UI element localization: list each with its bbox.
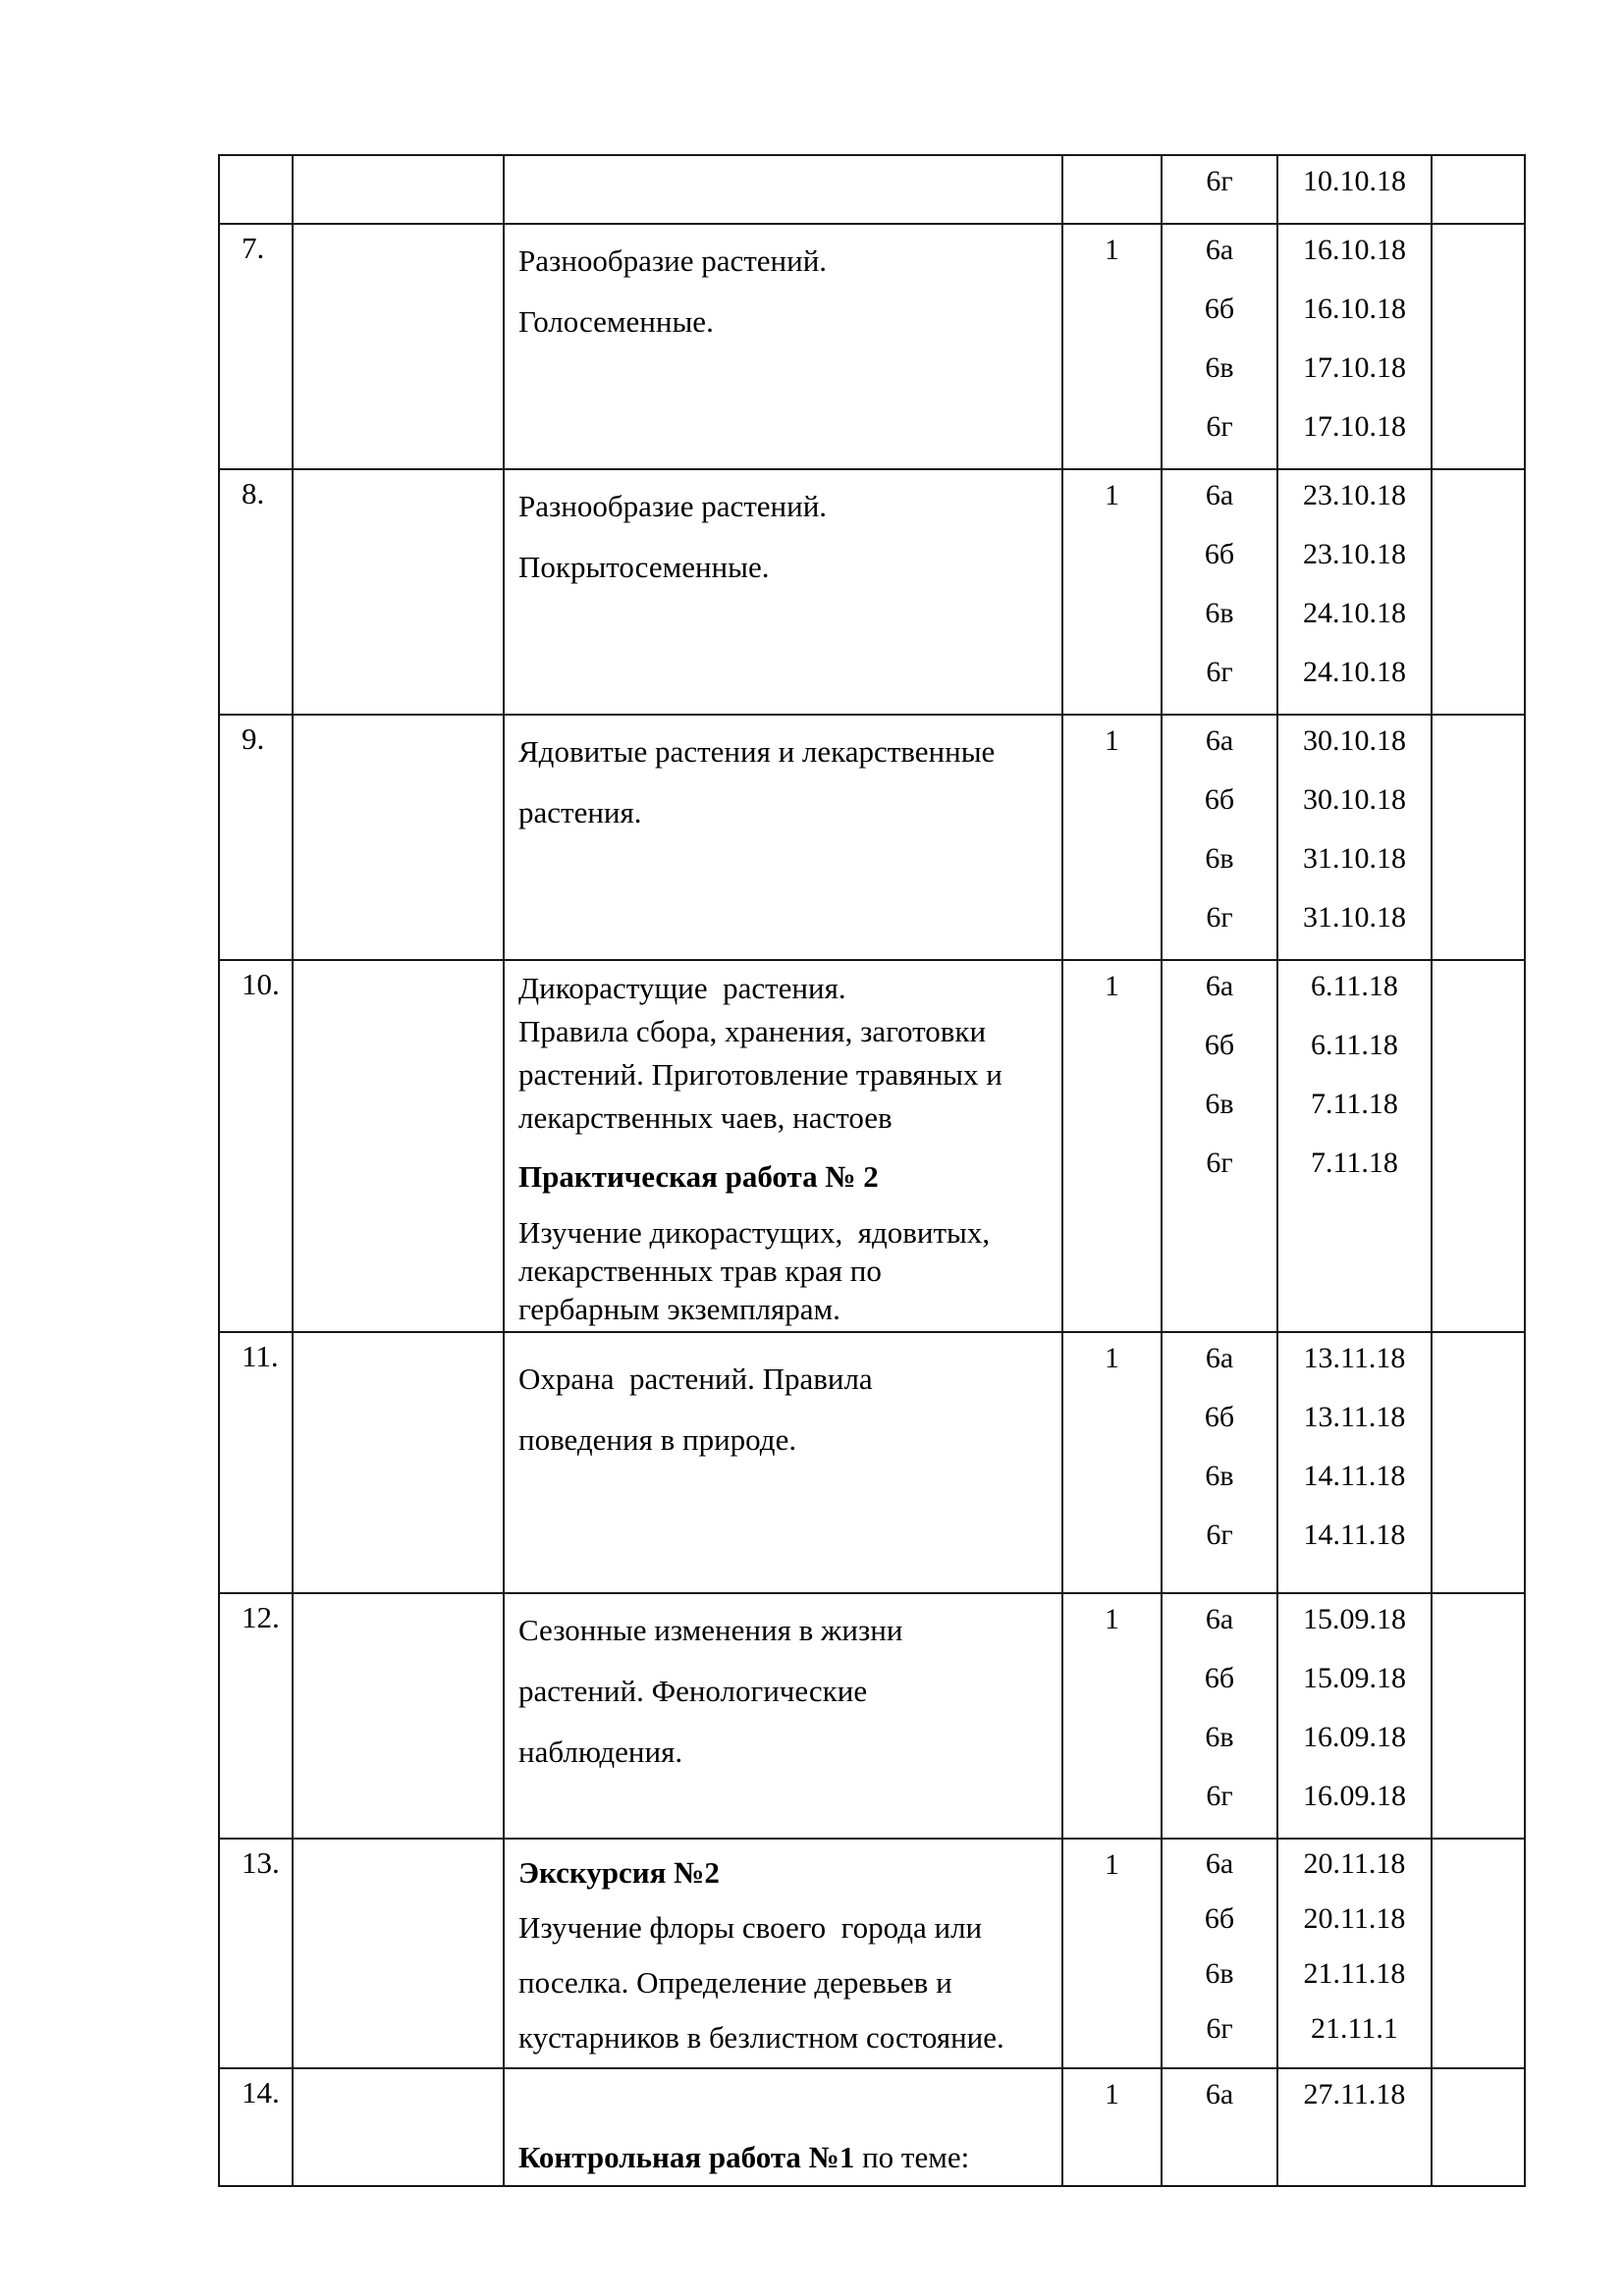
class-label: 6б — [1204, 538, 1235, 570]
class-cell — [1162, 715, 1277, 960]
hours-value: 1 — [1105, 1603, 1119, 1635]
note-cell — [1432, 224, 1525, 469]
class-cell — [1162, 155, 1277, 224]
class-label: 6г — [1206, 410, 1233, 443]
spacer-cell — [293, 960, 504, 1332]
topic-line: Изучение флоры своего города или — [518, 1910, 983, 1945]
date-value: 7.11.18 — [1311, 1147, 1398, 1179]
date-value: 20.11.18 — [1303, 1847, 1406, 1880]
class-cell — [1162, 224, 1277, 469]
class-label: 6а — [1205, 479, 1234, 511]
date-value: 17.10.18 — [1303, 410, 1406, 443]
topic-line: Разнообразие растений. — [518, 243, 828, 278]
class-label: 6а — [1205, 234, 1234, 266]
hours-value: 1 — [1105, 2078, 1119, 2110]
date-value: 16.09.18 — [1303, 1721, 1406, 1753]
class-label: 6г — [1206, 2012, 1233, 2045]
table-row-continuation — [219, 155, 1525, 224]
class-label: 6а — [1205, 1342, 1234, 1374]
practical-work-heading: Практическая работа № 2 — [518, 1159, 879, 1194]
spacer-cell — [293, 155, 504, 224]
class-label: 6а — [1205, 2078, 1234, 2110]
table-row-14 — [219, 2068, 1525, 2186]
hours-cell — [1062, 715, 1162, 960]
class-label: 6а — [1205, 724, 1234, 757]
class-cell — [1162, 1332, 1277, 1593]
topic-cell — [504, 1332, 1062, 1593]
topic-line: Разнообразие растений. — [518, 489, 828, 523]
note-cell — [1432, 155, 1525, 224]
date-value: 16.09.18 — [1303, 1780, 1406, 1812]
hours-cell — [1062, 224, 1162, 469]
topic-cell — [504, 1593, 1062, 1839]
topic-cell — [504, 155, 1062, 224]
table-row-7 — [219, 224, 1525, 469]
control-work-rest: по теме: — [854, 2140, 970, 2174]
date-value: 31.10.18 — [1303, 842, 1406, 875]
date-value: 30.10.18 — [1303, 724, 1406, 757]
spacer-cell — [293, 1332, 504, 1593]
date-cell — [1277, 1593, 1432, 1839]
table-row-9 — [219, 715, 1525, 960]
class-label: 6в — [1205, 1460, 1234, 1492]
topic-cell — [504, 224, 1062, 469]
spacer-cell — [293, 715, 504, 960]
date-value: 14.11.18 — [1303, 1460, 1406, 1492]
date-value: 21.11.1 — [1311, 2012, 1398, 2045]
note-cell — [1432, 715, 1525, 960]
lesson-plan-table — [218, 154, 1526, 2187]
topic-line: растений. Приготовление травяных и — [518, 1057, 1002, 1092]
topic-line: Дикорастущие растения. — [518, 971, 846, 1005]
date-value: 23.10.18 — [1303, 479, 1406, 511]
hours-value: 1 — [1105, 1848, 1119, 1881]
date-cell — [1277, 1332, 1432, 1593]
hours-cell — [1062, 1332, 1162, 1593]
date-cell — [1277, 960, 1432, 1332]
class-label: 6в — [1205, 351, 1234, 384]
hours-cell — [1062, 469, 1162, 715]
class-label: 6а — [1205, 1603, 1234, 1635]
class-label: 6б — [1204, 1902, 1235, 1935]
hours-value: 1 — [1105, 970, 1119, 1002]
class-label: 6б — [1204, 1029, 1235, 1061]
blank-line — [518, 1140, 1054, 1157]
topic-line: кустарников в безлистном состояние. — [518, 2020, 1004, 2055]
blank-line — [518, 1339, 1054, 1349]
control-work-heading: Контрольная работа №1 — [518, 2140, 855, 2174]
date-value: 24.10.18 — [1303, 656, 1406, 688]
class-label: 6г — [1206, 901, 1233, 934]
lesson-number-cell: 9. — [219, 715, 293, 960]
hours-cell — [1062, 2068, 1162, 2186]
topic-line: Голосеменные. — [518, 304, 714, 339]
table-row-8 — [219, 469, 1525, 715]
date-cell — [1277, 1839, 1432, 2068]
lesson-number-cell: 8. — [219, 469, 293, 715]
note-cell — [1432, 1839, 1525, 2068]
hours-value: 1 — [1105, 234, 1119, 266]
class-label: 6б — [1204, 1662, 1235, 1694]
date-value: 13.11.18 — [1303, 1401, 1406, 1433]
spacer-cell — [293, 469, 504, 715]
class-label: 6в — [1205, 1088, 1234, 1120]
class-label: 6б — [1204, 1401, 1235, 1433]
class-label: 6б — [1204, 783, 1235, 816]
topic-cell — [504, 960, 1062, 1332]
note-cell — [1432, 960, 1525, 1332]
lesson-number-cell — [219, 155, 293, 224]
date-value: 27.11.18 — [1303, 2078, 1406, 2110]
lesson-number-cell: 11. — [219, 1332, 293, 1593]
date-value: 13.11.18 — [1303, 1342, 1406, 1374]
topic-cell — [504, 715, 1062, 960]
date-cell — [1277, 155, 1432, 224]
date-value: 23.10.18 — [1303, 538, 1406, 570]
hours-cell — [1062, 155, 1162, 224]
note-cell — [1432, 469, 1525, 715]
class-cell — [1162, 1593, 1277, 1839]
class-label: 6б — [1204, 293, 1235, 325]
date-value: 17.10.18 — [1303, 351, 1406, 384]
topic-line: растений. Фенологические — [518, 1674, 868, 1708]
date-cell — [1277, 469, 1432, 715]
hours-cell — [1062, 1839, 1162, 2068]
class-cell — [1162, 2068, 1277, 2186]
table-row-12 — [219, 1593, 1525, 1839]
class-label: 6а — [1205, 1847, 1234, 1880]
hours-value: 1 — [1105, 1342, 1119, 1374]
control-work-line — [518, 2130, 1054, 2185]
lesson-number-cell: 12. — [219, 1593, 293, 1839]
table-row-13 — [219, 1839, 1525, 2068]
lesson-number-cell: 14. — [219, 2068, 293, 2186]
spacer-cell — [293, 1839, 504, 2068]
class-label: 6г — [1206, 1519, 1233, 1551]
note-cell — [1432, 1332, 1525, 1593]
class-label: 6в — [1205, 597, 1234, 629]
date-value: 31.10.18 — [1303, 901, 1406, 934]
topic-line: лекарственных чаев, настоев — [518, 1100, 893, 1135]
date-value: 7.11.18 — [1311, 1088, 1398, 1120]
note-cell — [1432, 1593, 1525, 1839]
excursion-heading: Экскурсия №2 — [518, 1855, 720, 1890]
topic-line: Покрытосеменные. — [518, 550, 770, 584]
class-label: 6в — [1205, 1721, 1234, 1753]
class-cell — [1162, 469, 1277, 715]
date-value: 6.11.18 — [1311, 1029, 1398, 1061]
class-label: 6г — [1206, 1780, 1233, 1812]
date-value: 20.11.18 — [1303, 1902, 1406, 1935]
topic-line: лекарственных трав края по — [518, 1254, 882, 1288]
date-value: 14.11.18 — [1303, 1519, 1406, 1551]
blank-line — [518, 1196, 1054, 1213]
date-cell — [1277, 2068, 1432, 2186]
lesson-number-cell: 13. — [219, 1839, 293, 2068]
spacer-cell — [293, 1593, 504, 1839]
topic-line: поведения в природе. — [518, 1422, 797, 1457]
table-row-10 — [219, 960, 1525, 1332]
date-value: 30.10.18 — [1303, 783, 1406, 816]
note-cell — [1432, 2068, 1525, 2186]
spacer-cell — [293, 2068, 504, 2186]
hours-value: 1 — [1105, 479, 1119, 511]
date-value: 16.10.18 — [1303, 234, 1406, 266]
class-cell — [1162, 960, 1277, 1332]
class-label: 6г — [1206, 165, 1233, 197]
date-value: 24.10.18 — [1303, 597, 1406, 629]
date-value: 15.09.18 — [1303, 1662, 1406, 1694]
topic-line: Изучение дикорастущих, ядовитых, — [518, 1215, 991, 1250]
topic-line: Ядовитые растения и лекарственные — [518, 734, 996, 769]
topic-line: растения. — [518, 795, 642, 829]
table-row-11 — [219, 1332, 1525, 1593]
topic-line: гербарным экземплярам. — [518, 1292, 840, 1326]
topic-line: Сезонные изменения в жизни — [518, 1613, 903, 1647]
date-cell — [1277, 224, 1432, 469]
topic-line: поселка. Определение деревьев и — [518, 1965, 952, 2000]
topic-cell — [504, 1839, 1062, 2068]
date-value: 16.10.18 — [1303, 293, 1406, 325]
date-value: 6.11.18 — [1311, 970, 1398, 1002]
topic-cell — [504, 2068, 1062, 2186]
topic-cell — [504, 469, 1062, 715]
class-label: 6а — [1205, 970, 1234, 1002]
date-value: 10.10.18 — [1303, 165, 1406, 197]
class-label: 6в — [1205, 842, 1234, 875]
spacer-cell — [293, 224, 504, 469]
class-cell — [1162, 1839, 1277, 2068]
lesson-number-cell: 7. — [219, 224, 293, 469]
topic-line: Охрана растений. Правила — [518, 1362, 873, 1396]
date-value: 21.11.18 — [1303, 1957, 1406, 1990]
hours-cell — [1062, 1593, 1162, 1839]
hours-value: 1 — [1105, 724, 1119, 757]
date-value: 15.09.18 — [1303, 1603, 1406, 1635]
class-label: 6г — [1206, 1147, 1233, 1179]
class-label: 6г — [1206, 656, 1233, 688]
date-cell — [1277, 715, 1432, 960]
blank-line — [518, 2075, 1054, 2130]
lesson-number-cell: 10. — [219, 960, 293, 1332]
hours-cell — [1062, 960, 1162, 1332]
class-label: 6в — [1205, 1957, 1234, 1990]
topic-line: Правила сбора, хранения, заготовки — [518, 1014, 987, 1048]
topic-line: наблюдения. — [518, 1735, 683, 1769]
